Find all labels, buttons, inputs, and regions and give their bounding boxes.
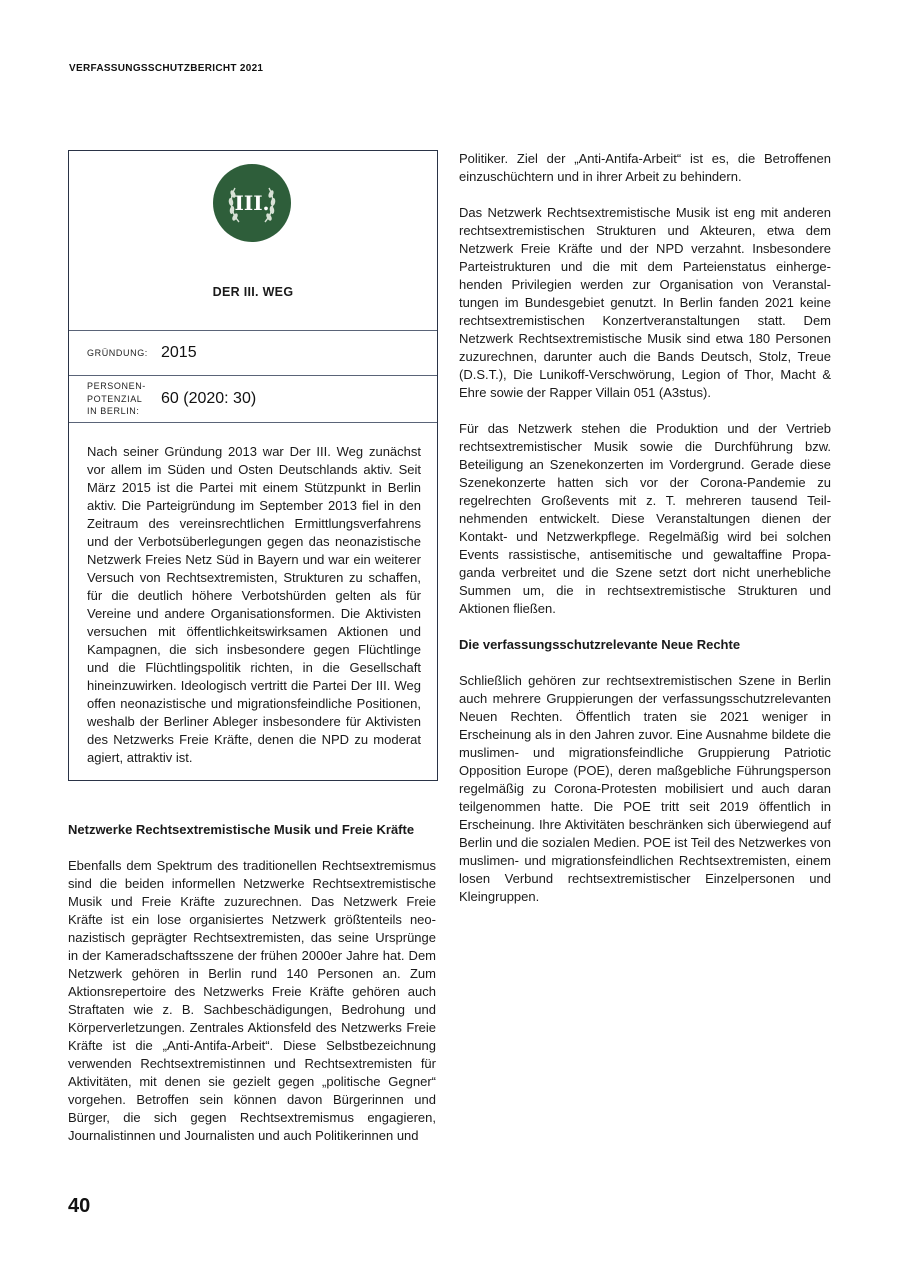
section-heading-music-networks: Netzwerke Rechtsextremistische Musik und Freie Kräfte [68,822,415,837]
profile-description: Nach seiner Gründung 2013 war Der III. Weg zunächst vor allem im Süden und Osten Deutschlands aktiv. Seit März 2015 ist die Partei mit einem Stützpunkt in Berlin aktiv. Die Parteigründung im September 2013 fiel in den Zeitraum des vereinsrechtlichen Ermittlungsverfahrens und der Verbotsüberlegungen gegen das neonazistische Netzwerk Freies Netz Süd in Bayern und war ein weiterer Versuch von Rechtsextremisten, Strukturen zu schaffen, für die deutlich höhere Verbotshürden gelten als für Vereine und andere Organisationsformen. Die Aktivisten versuchen mit öffentlichkeitswirksamen Aktionen und Kampagnen, die sich insbesondere gegen Flüchtlinge und die Flüchtlingspolitik richten, in die Gesellschaft hineinzuwirken. Ideologisch vertritt die Partei Der III. Weg offen neonazistische und migrationsfeindliche Positionen, weshalb der Berliner Ableger insbesondere für Aktivisten des Netzwerks Freie Kräfte, denen die NPD zu moderat agiert, attraktiv ist. [87,444,421,765]
potential-label [87,380,161,418]
potential-label-line-2: POTENZIAL [87,393,143,404]
paragraph-new-right: Schließlich gehören zur rechtsextremistischen Szene in Berlin auch mehrere Gruppierungen der verfassungsschutzrelevanten Neuen Rechten. Öffentlich traten sie 2021 weniger in Erscheinung als in den Jahren zuvor. Eine Ausnahme bildete die muslimen- und migrationsfeindliche Gruppierung Patriotic Opposition Europe (POE), deren maßgebliche Führungsperson regelmäßig zu Corona-Protesten mobilisiert und auch daran teilgenommen hatte. Die POE tritt seit 2019 öffentlich in Erscheinung. Ihre Aktivitäten beschränken sich überwiegend auf Berlin und die sozialen Medien. POE ist Teil des Netzwerkes von muslimen- und migrationsfeindlichen Rechtsextremisten, einem losen Verbund rechtsextremistischer Einzelpersonen und Kleingruppen. [459,673,831,904]
section-heading-new-right: Die verfassungsschutzrelevante Neue Rechte [459,637,741,652]
potential-row [69,376,437,423]
logo-text: III. [234,191,270,215]
potential-label-line-1: PERSONEN- [87,381,146,392]
paragraph-music-network: Das Netzwerk Rechtsextremistische Musik ist eng mit anderen rechtsextremistischen Strukturen und Akteuren, etwa dem Netzwerk Freie Kräfte und der NPD verzahnt. Insbesondere Parteistrukturen und die mit dem Parteienstatus einhergehenden Privilegien werden zur Organisation von Veranstaltungen im Bundesgebiet genutzt. In Berlin fanden 2021 keine rechtsextremistischen Konzertveranstaltungen statt. Dem Netzwerk Rechtsextremistische Musik sind etwa 180 Personen zuzurechnen, darunter auch die Bands Deutsch, Stolz, Treue (D.S.T.), Die Lunikoff-Verschwörung, Legion of Thor, Macht & Ehre sowie der Rapper Villain 051 (A3stus). [459,205,831,400]
founding-value: 2015 [161,344,197,361]
paragraph-anti-antifa: Politiker. Ziel der „Anti-Antifa-Arbeit“ ist es, die Betroffenen einzuschüchtern und in ihrer Arbeit zu behindern. [459,151,831,184]
organization-name: DER III. WEG [212,285,294,299]
paragraph-concerts: Für das Netzwerk stehen die Produktion und der Vertrieb rechtsextremistischer Musik sowie die Durchführung bzw. Beteiligung an Szenekonzerten im Vordergrund. Gerade diese Szenekonzerte hatten sich vor der Corona-Pandemie zu regelrechten Großevents mit z. T. mehreren tausend Teilnehmenden entwickelt. Diese Veranstaltungen dienen der Kontakt- und Netzwerkpflege. Regelmäßig wird bei solchen Events rassistische, antisemitische und gewaltaffine Propaganda verbreitet und die Szene setzt dort nicht unerhebliche Summen um, die in rechtsextremistische Strukturen und Aktionen fließen. [459,421,831,616]
founding-row [69,331,437,376]
founding-label: GRÜNDUNG: [87,347,148,358]
potential-label-line-3: IN BERLIN: [87,406,140,417]
organization-profile-box [68,150,438,781]
profile-logo-area [69,151,437,331]
potential-value: 60 (2020: 30) [161,390,257,407]
page-number: 40 [68,1195,91,1217]
party-logo-icon [213,164,291,242]
paragraph-free-forces: Ebenfalls dem Spektrum des traditionellen Rechtsextremismus sind die beiden informellen Netzwerke Rechtsextremistische Musik und Freie Kräfte zuzurechnen. Das Netzwerk Freie Kräfte ist ein lose organisiertes Netzwerk größtenteils neonazistisch geprägter Rechtsextremisten, das seine Ursprünge in der Kameradschaftsszene der frühen 2000er Jahre hat. Dem Netzwerk gehören in Berlin rund 140 Personen an. Zum Aktionsrepertoire des Netzwerks Freie Kräfte gehören auch Straftaten wie z. B. Sachbeschädigungen, Bedrohung und Körperverletzungen. Zentrales Aktionsfeld des Netzwerks Freie Kräfte ist die „Anti-Antifa-Arbeit“. Diese Selbstbezeichnung verwenden Rechtsextremistinnen und Rechtsextremisten für Aktivitäten, mit denen sie gezielt gegen „politische Gegner“ vorgehen. Betroffen sein können davon Bürgerinnen und Bürger, die sich gegen Rechtsextremismus engagieren, Journalistinnen und Journalisten und auch Politikerinnen und [68,858,436,1143]
report-header: VERFASSUNGSSCHUTZBERICHT 2021 [69,63,264,74]
right-column [459,150,831,924]
left-column-section [68,821,436,1163]
